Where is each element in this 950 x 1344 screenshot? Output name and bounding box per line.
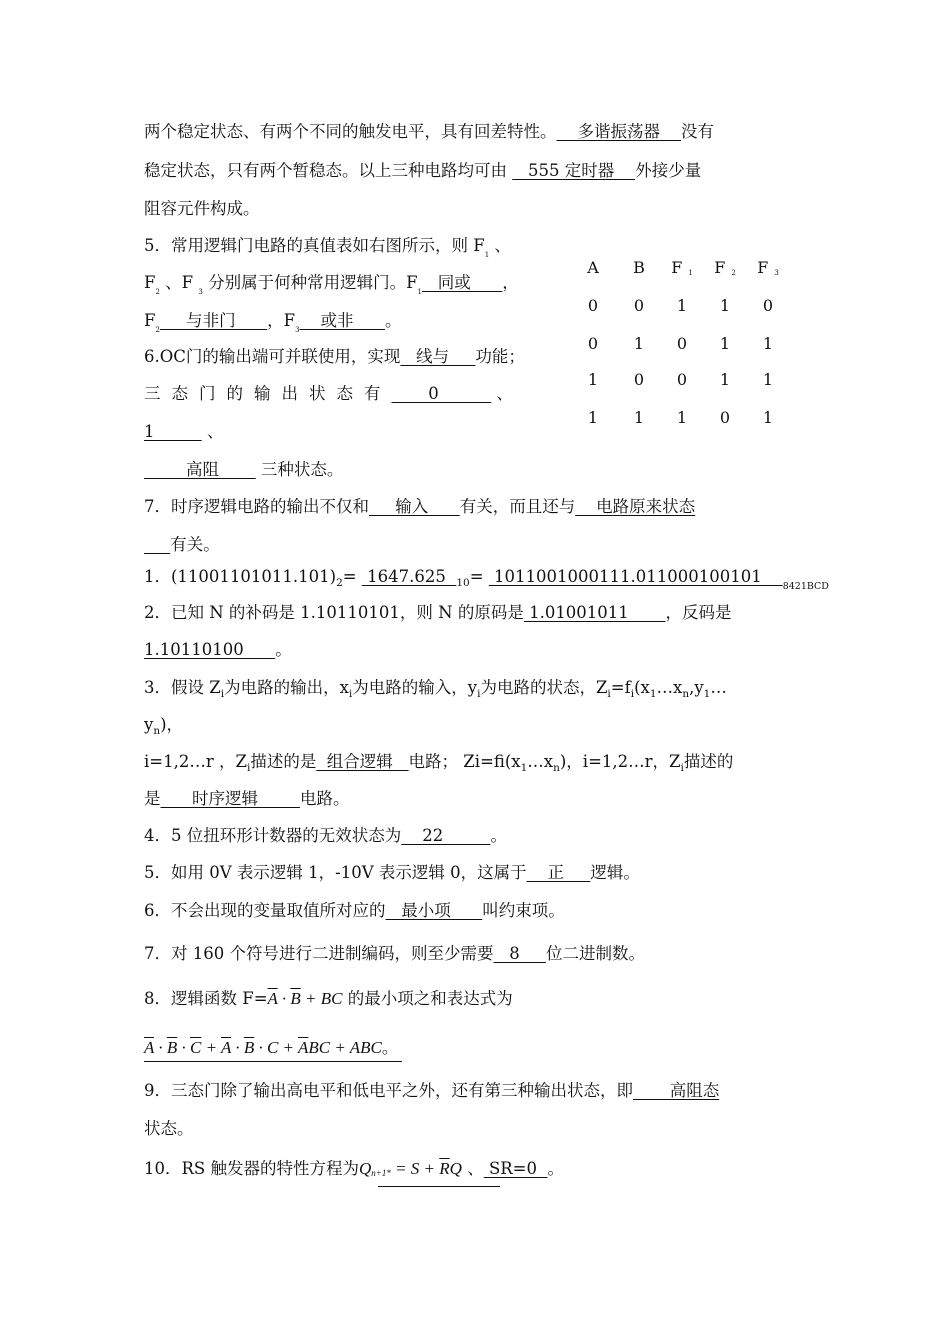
answer-blank: 高阻 [144, 460, 256, 479]
answer-blank: 输入 [369, 497, 460, 516]
answer-blank: SR=0 [483, 1159, 548, 1178]
answer-blank [144, 535, 170, 554]
truth-table-cell: 1 [762, 408, 774, 427]
item-4: 4．5 位扭环形计数器的无效状态为 22 。 [144, 826, 507, 845]
question-5: 5．常用逻辑门电路的真值表如右图所示，则 $F_1$ 、 [144, 236, 511, 259]
question-5-line-2: $F_2$ 、F $_3$ 分别属于何种常用逻辑门。$F_1$ 同或 ， [144, 273, 519, 296]
truth-table-header-sub: 2 [731, 269, 736, 277]
truth-table-cell: 1 [676, 296, 688, 315]
truth-table-cell: 0 [676, 334, 688, 353]
answer-blank: 组合逻辑 [316, 752, 409, 771]
answer-blank: 或非 [299, 311, 385, 330]
truth-table-cell: 1 [762, 370, 774, 389]
truth-table-cell: 1 [633, 408, 645, 427]
answer-blank: 时序逻辑 [160, 789, 300, 808]
item-7: 7．对 160 个符号进行二进制编码，则至少需要 8 位二进制数。 [144, 944, 645, 963]
question-6-line-3: 1 、 [144, 422, 224, 441]
answer-blank: 8 [493, 944, 546, 963]
truth-table-cell: 0 [587, 296, 599, 315]
item-2: 2．已知 N 的补码是 1.10110101，则 N 的原码是 1.01001011 ，反码是 [144, 603, 732, 622]
item-2-line-2: 1.10110100 。 [144, 640, 292, 659]
truth-table-cell: 1 [676, 408, 688, 427]
truth-table-header: F 3 [757, 258, 779, 277]
truth-table-header-sub: 1 [688, 269, 693, 277]
truth-table-cell: 1 [762, 334, 774, 353]
item-8: 8．逻辑函数 $F=\overline{A} \cdot \overline{B}$ + BC 的最小项之和表达式为 [144, 989, 513, 1008]
text-line: 稳定状态，只有两个暂稳态。以上三种电路均可由 555 定时器 外接少量 [144, 161, 702, 180]
truth-table-cell: 1 [719, 334, 731, 353]
truth-table-cell: 0 [633, 296, 645, 315]
answer-blank: 22 [401, 826, 491, 845]
text-line: 两个稳定状态、有两个不同的触发电平，具有回差特性。 多谐振荡器 没有 [144, 122, 714, 141]
answer-blank: 最小项 [385, 901, 483, 920]
item-8-answer: $\overline{A} \cdot \overline{B} \cdot \overline{C} + \overline{A} \cdot \overline{B} \cdot C + \overline{A}BC$ + ABC。 [144, 1038, 399, 1057]
item-3: 3．假设 $Z_i$为电路的输出，$x_i$为电路的输入，$y_i$为电路的状态，$Z_i=f_i(x_1\dots x_n,y_1\dots$ [144, 678, 727, 700]
text-line: 阻容元件构成。 [144, 199, 260, 218]
answer-blank: 1647.625 [361, 567, 457, 586]
item-3-line-4: 是 时序逻辑 电路。 [144, 789, 350, 808]
truth-table-cell: 0 [633, 370, 645, 389]
answer-blank: 多谐振荡器 [556, 122, 681, 141]
truth-table-cell: 0 [719, 408, 731, 427]
answer-blank: 555 定时器 [512, 161, 636, 180]
answer-blank: 1.10110100 [144, 640, 276, 659]
truth-table-header: B [633, 258, 645, 277]
answer-blank: 1011001000111.011000100101 [488, 567, 783, 586]
truth-table-cell: 0 [676, 370, 688, 389]
truth-table-cell: 1 [719, 296, 731, 315]
truth-table-cell: 1 [587, 370, 599, 389]
truth-table-header-sub: 3 [774, 269, 779, 277]
truth-table-cell: 1 [587, 408, 599, 427]
answer-blank: 0 [391, 384, 492, 403]
item-9: 9．三态门除了输出高电平和低电平之外，还有第三种输出状态，即 高阻态 [144, 1081, 720, 1100]
answer-underline [378, 1186, 500, 1187]
truth-table-header: A [587, 258, 599, 277]
item-9-line-2: 状态。 [144, 1119, 194, 1138]
answer-underline [144, 1061, 402, 1062]
answer-blank: 与非门 [159, 311, 268, 330]
truth-table-header: F 2 [714, 258, 736, 277]
question-6-line-2: 三态门的输出状态有 0 、 [144, 384, 513, 403]
item-3-line-2: $y_n$)， [144, 715, 184, 737]
truth-table-cell: 1 [719, 370, 731, 389]
question-6-line-4: 高阻 三种状态。 [144, 460, 344, 479]
answer-blank: 1 [144, 422, 202, 441]
answer-blank: 正 [526, 863, 591, 882]
answer-blank: 线与 [400, 347, 476, 366]
truth-table-cell: 0 [587, 334, 599, 353]
question-6: 6.OC门的输出端可并联使用，实现 线与 功能； [144, 347, 525, 366]
answer-blank: 高阻态 [633, 1081, 720, 1100]
question-5-line-3: $F_2$ 与非门 ，$F_3$ 或非 。 [144, 311, 402, 334]
answer-blank: 同或 [422, 273, 503, 292]
answer-blank: 电路原来状态 [575, 497, 696, 516]
item-5: 5．如用 0V 表示逻辑 1，-10V 表示逻辑 0，这属于 正 逻辑。 [144, 863, 640, 882]
answer-blank: 1.01001011 [523, 603, 666, 622]
truth-table-header: F 1 [671, 258, 693, 277]
truth-table-cell: 1 [633, 334, 645, 353]
item-1: 1．$(11001101011.101)_2= 1647.625$ $_{10}$= 1011001000111.011000100101 $_{8421BCD}$ [144, 567, 829, 592]
question-7: 7．时序逻辑电路的输出不仅和 输入 有关，而且还与 电路原来状态 [144, 497, 696, 516]
item-6: 6．不会出现的变量取值所对应的 最小项 叫约束项。 [144, 901, 565, 920]
question-7-line-2: 有关。 [144, 534, 220, 556]
item-3-line-3: i=1,2…r ，$Z_i$描述的是 组合逻辑 电路； $Zi=fi(x_1\dots x_n)$，i=1,2…r，$Z_i$描述的 [144, 752, 734, 774]
item-10: 10．RS 触发器的特性方程为$Qn+1* = S + \overline{R}Q$ 、 SR=0 。 [144, 1159, 564, 1178]
truth-table-cell: 0 [762, 296, 774, 315]
